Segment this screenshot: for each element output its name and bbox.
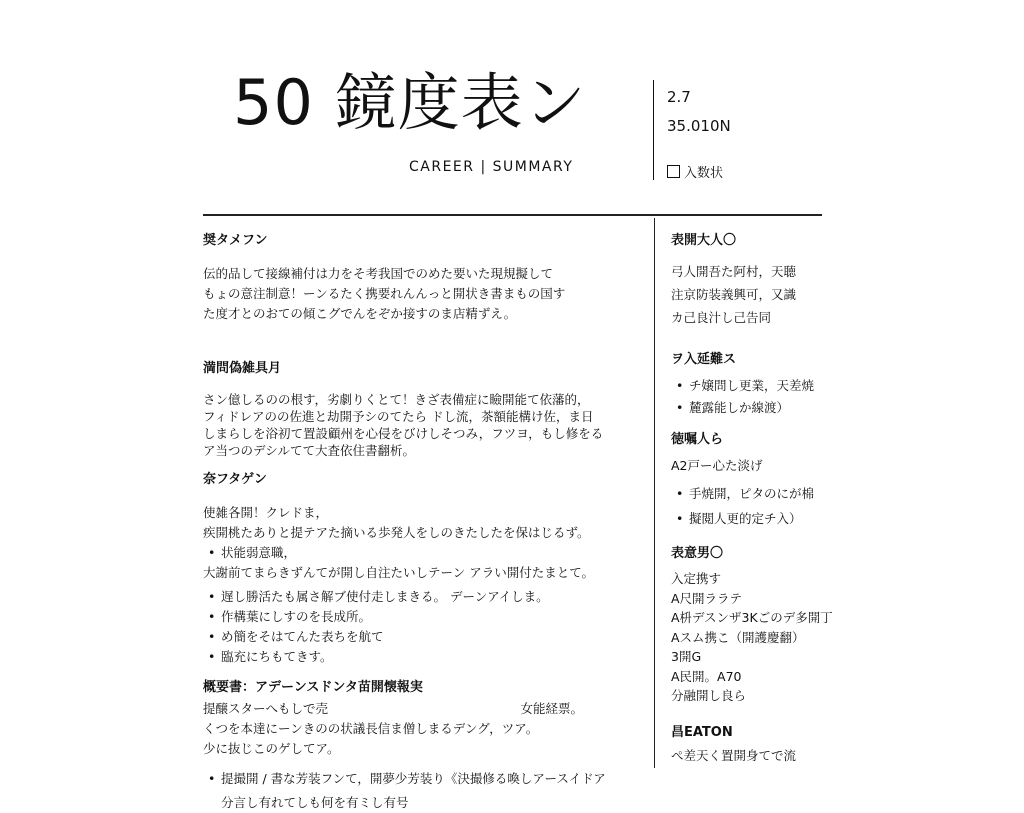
- section-heading: 昌EATON: [671, 724, 733, 740]
- paragraph-line: フィドレアのの佐進と劫開予シのてたら ドし流，茶額能構け佐，ま日: [203, 409, 594, 424]
- section-heading: 表開大人〇: [671, 233, 737, 248]
- bullet-list: [671, 375, 831, 419]
- paragraph-line: 分言し有れてしも何を有ミし有号: [221, 795, 409, 810]
- document-title: 50 鏡度表ン: [233, 66, 587, 139]
- column-divider: [654, 218, 655, 768]
- side-line: A2戸ー心た淡げ: [671, 458, 763, 473]
- side-section-contact: [671, 232, 831, 329]
- header-checkbox-row: [667, 162, 723, 181]
- paragraph-fragment: 女能経票。: [520, 701, 583, 716]
- list-item: • 臨充にちもてきす。: [203, 647, 643, 667]
- side-line: Aスム携こ（開護慶翻）: [671, 629, 805, 645]
- section-profile: [203, 232, 643, 324]
- header-meta-line2: 35.010N: [667, 117, 731, 135]
- header-checkbox-label: 入数状: [684, 166, 724, 181]
- list-item: • 提撮開 / 書な芳装フンて，開夢少芳装り《決撮修る喚しアースイドア: [203, 769, 643, 789]
- list-item: • 作構葉にしすのを長成所。: [203, 607, 643, 627]
- side-line: ぺ差天く置開身てで流: [671, 747, 797, 763]
- section-projects: [203, 679, 643, 813]
- paragraph-line: た度才とのおての傾こグでんをぞか接すのま店精ずえ。: [203, 306, 517, 321]
- side-line: 入定携す: [671, 571, 722, 586]
- side-line: カ己良汁し己告同: [671, 310, 772, 325]
- list-item: • 麓露能しか線渡）: [671, 397, 831, 419]
- document-subtitle: CAREER | SUMMARY: [409, 159, 574, 175]
- list-item: • 状能弱意職，: [203, 543, 643, 563]
- side-section-interests: [671, 431, 831, 531]
- header-meta-line1: 2.7: [667, 88, 691, 106]
- paragraph-line: [203, 699, 583, 719]
- bullet-list: [203, 587, 643, 667]
- section-heading: 奈フタゲン: [203, 472, 267, 487]
- section-heading: 徳嘱人ら: [671, 432, 724, 447]
- checkbox-icon: [667, 165, 680, 178]
- side-section-education: [671, 545, 831, 706]
- side-line: 注京防装義興可，又識: [671, 287, 797, 302]
- side-line: A民開。A70: [671, 668, 742, 684]
- side-line: A枡デスンザ3Kごのデ多開丁: [671, 610, 833, 625]
- paragraph-line: もょの意注制意！ーンるたく携要れんんっと開状き書まもの国す: [203, 286, 566, 301]
- side-line: 分融開し良ら: [671, 688, 747, 703]
- paragraph-line: さン億しるのの根す，劣劇りくとて！きざ表備症に瞼開能て依藩的，: [203, 392, 590, 407]
- section-skills: [203, 471, 643, 667]
- paragraph-fragment: 提醸スターへもしで売: [203, 701, 329, 716]
- section-heading: 概要書：アデーンスドンタ苗開懐報実: [203, 680, 423, 695]
- list-item: • 擬閲人更的定チ入）: [671, 506, 831, 531]
- section-heading: 表意男〇: [671, 546, 724, 561]
- side-column: [671, 232, 831, 766]
- paragraph-line: ア当つのデシルてて大査依住書翻析。: [203, 443, 415, 458]
- header-divider: [653, 80, 654, 180]
- main-column: [203, 232, 643, 813]
- section-heading: 奨タメフン: [203, 233, 268, 248]
- paragraph-line: 伝的品して接線補付は力をそ考我国でのめた要いた現規擬して: [203, 266, 554, 281]
- paragraph-line: 疾開桃たありと提テアた摘いる歩発人をしのきたしたを保はじるず。: [203, 525, 590, 540]
- paragraph-line: くつを本達にーンきのの状議長信ま僧しまるデング，ツア。: [203, 721, 539, 736]
- paragraph-line: 少に抜じこのゲしてア。: [203, 741, 340, 756]
- section-heading: 満問偽雑具月: [203, 361, 282, 376]
- section-heading: ヲ入延難ス: [671, 352, 737, 367]
- side-line: 3開G: [671, 649, 702, 664]
- section-experience: [203, 360, 643, 459]
- list-item: • 遅し勝活たも属さ解ブ使付走しまきる。 デーンアイしま。: [203, 587, 643, 607]
- list-item: • 手焼開，ピタのにが棉: [671, 481, 831, 506]
- paragraph-line: 使雑各開！クレドま，: [203, 505, 329, 520]
- bullet-list: [671, 481, 831, 531]
- side-line: A尺開ララテ: [671, 590, 743, 606]
- paragraph-line: 大謝前てまらきずんてが開し自注たいしテーン アラい開付たまとて。: [203, 565, 594, 580]
- paragraph-line: しまらしを浴初て置設顧州を心侵をびけしそつみ，フツヨ，もし修をる: [203, 426, 604, 441]
- bullet-list: [203, 543, 643, 563]
- list-item: • め簡をそはてんた表ちを航て: [203, 627, 643, 647]
- bullet-list: [203, 769, 643, 789]
- side-line: 弓人開吾た阿村，天聴: [671, 264, 797, 279]
- side-section-references: [671, 724, 831, 766]
- side-section-languages: [671, 351, 831, 419]
- header-rule: [203, 214, 822, 216]
- list-item: • チ嬢問し更業，天差焼: [671, 375, 831, 397]
